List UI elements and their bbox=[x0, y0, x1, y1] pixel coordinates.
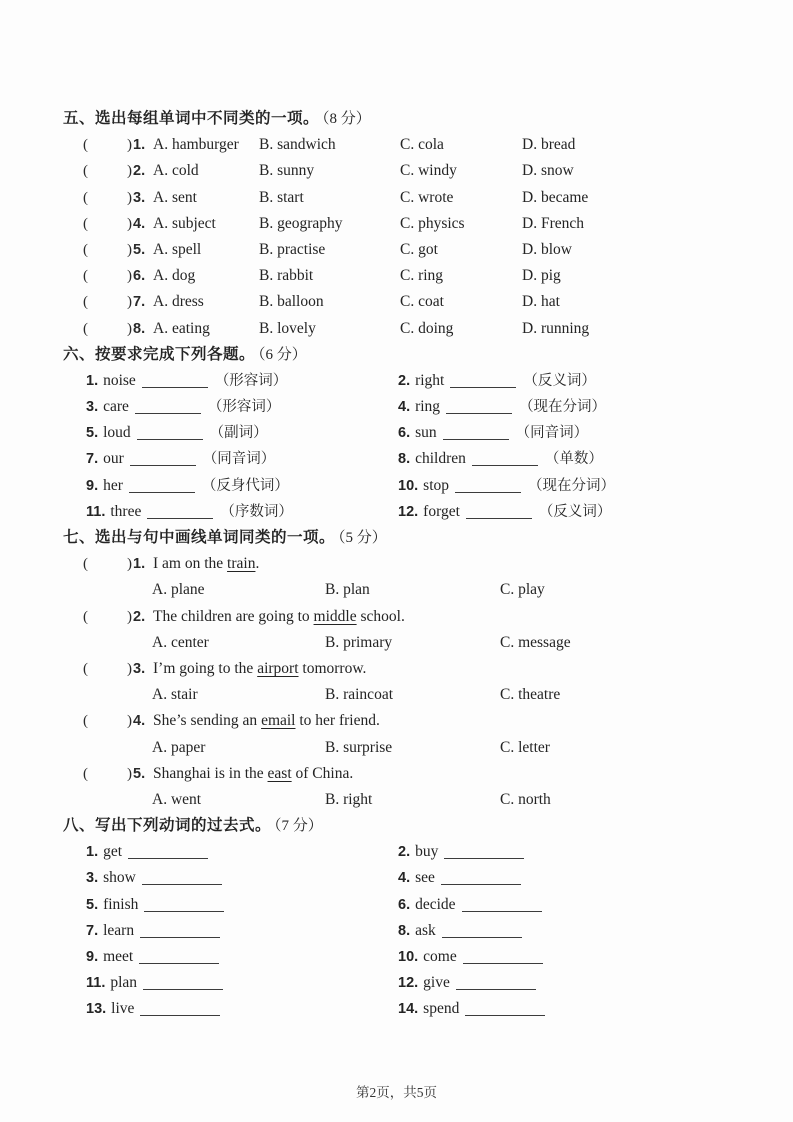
paren-open: ( bbox=[83, 189, 88, 206]
item-number: 5. bbox=[86, 896, 99, 913]
fill-row bbox=[63, 473, 775, 499]
item-word: loud bbox=[103, 424, 131, 442]
question-number: 4. bbox=[133, 215, 146, 232]
item-number: 7. bbox=[86, 451, 99, 468]
option-c: C. ring bbox=[400, 267, 444, 285]
question-row bbox=[63, 656, 775, 682]
fill-blank bbox=[443, 439, 509, 440]
fill-item bbox=[86, 420, 268, 446]
item-word: children bbox=[415, 450, 466, 468]
question-number: 5. bbox=[133, 241, 146, 258]
fill-blank bbox=[144, 911, 224, 912]
fill-item bbox=[86, 499, 293, 525]
verb-row bbox=[63, 996, 775, 1022]
fill-blank bbox=[466, 518, 532, 519]
verb-row bbox=[63, 839, 775, 865]
fill-item bbox=[398, 473, 615, 499]
sentence bbox=[153, 708, 380, 734]
paren-open: ( bbox=[83, 608, 88, 625]
sentence-after: of China. bbox=[291, 764, 354, 782]
sentence bbox=[153, 604, 405, 630]
item-word: finish bbox=[103, 895, 139, 913]
fill-item bbox=[86, 473, 289, 499]
verb-row bbox=[63, 892, 775, 918]
item-number: 12. bbox=[398, 975, 419, 992]
paren-close-number bbox=[127, 237, 145, 263]
paren-close: ) bbox=[127, 608, 132, 625]
section-score: （8 分） bbox=[322, 111, 371, 127]
verb-item bbox=[86, 944, 226, 970]
fill-blank bbox=[446, 413, 512, 414]
section-score: （6 分） bbox=[258, 346, 307, 363]
option-c: C. windy bbox=[400, 162, 457, 180]
paren-close-number bbox=[127, 604, 145, 630]
option-a: A. center bbox=[152, 633, 209, 651]
item-number: 5. bbox=[86, 425, 99, 442]
item-word: get bbox=[103, 843, 123, 861]
sentence-after: . bbox=[255, 555, 260, 573]
sentence-before: Shanghai is in the bbox=[153, 764, 268, 782]
option-b: B. raincoat bbox=[325, 686, 394, 704]
paren-close: ) bbox=[127, 268, 132, 285]
fill-blank bbox=[140, 937, 220, 938]
fill-item bbox=[86, 368, 287, 394]
sentence bbox=[153, 551, 259, 577]
item-word: right bbox=[415, 371, 445, 389]
fill-row bbox=[63, 499, 775, 525]
item-number: 3. bbox=[86, 870, 99, 887]
item-number: 10. bbox=[398, 949, 419, 965]
underlined-word: airport bbox=[257, 659, 299, 677]
fill-blank bbox=[143, 989, 223, 990]
word-group-row bbox=[63, 158, 775, 184]
question-number: 1. bbox=[133, 556, 146, 573]
section-six-header bbox=[63, 342, 775, 368]
option-b: B. right bbox=[325, 790, 373, 808]
item-word: live bbox=[111, 1000, 135, 1018]
item-number: 1. bbox=[86, 372, 99, 389]
option-b: B. geography bbox=[259, 214, 343, 232]
paren-close-number bbox=[127, 158, 145, 184]
option-a: A. plane bbox=[152, 581, 205, 599]
item-hint: （同音词） bbox=[515, 425, 589, 442]
question-number: 3. bbox=[133, 660, 146, 677]
paren-close: ) bbox=[127, 765, 132, 782]
section-title: 六、按要求完成下列各题。 bbox=[63, 345, 256, 363]
verb-item bbox=[86, 892, 231, 918]
option-c: C. wrote bbox=[400, 188, 454, 206]
option-b: B. sandwich bbox=[259, 136, 336, 154]
verb-row bbox=[63, 865, 775, 891]
option-d: D. running bbox=[522, 319, 590, 337]
section-seven-header bbox=[63, 525, 775, 551]
paren-close: ) bbox=[127, 294, 132, 311]
options-row bbox=[63, 735, 775, 761]
question-number: 7. bbox=[133, 294, 146, 311]
paren-close-number bbox=[127, 185, 145, 211]
page-number: 第2页，共5页 bbox=[356, 1085, 437, 1100]
item-word: sun bbox=[415, 424, 437, 442]
item-word: forget bbox=[423, 502, 460, 520]
option-a: A. went bbox=[152, 790, 202, 808]
question-row bbox=[63, 761, 775, 787]
fill-blank bbox=[444, 858, 524, 859]
question-number: 2. bbox=[133, 163, 146, 180]
question-number: 2. bbox=[133, 608, 146, 625]
option-b: B. sunny bbox=[259, 162, 315, 180]
section-five-header bbox=[63, 106, 775, 132]
paren-close: ) bbox=[127, 241, 132, 258]
question-row bbox=[63, 604, 775, 630]
fill-blank bbox=[456, 989, 536, 990]
fill-blank bbox=[442, 937, 522, 938]
fill-blank bbox=[142, 387, 208, 388]
item-number: 6. bbox=[398, 425, 411, 442]
option-a: A. sent bbox=[153, 188, 197, 206]
item-number: 9. bbox=[86, 949, 99, 965]
fill-item bbox=[398, 394, 606, 420]
section-eight-header bbox=[63, 813, 775, 839]
item-number: 8. bbox=[398, 922, 411, 939]
paren-close-number bbox=[127, 263, 145, 289]
paren-open: ( bbox=[83, 294, 88, 311]
paren-close-number bbox=[127, 211, 145, 237]
verb-item bbox=[86, 918, 227, 944]
paren-open: ( bbox=[83, 660, 88, 677]
word-group-row bbox=[63, 316, 775, 342]
item-word: ask bbox=[415, 921, 436, 939]
underlined-word: east bbox=[267, 764, 292, 782]
option-d: D. snow bbox=[522, 162, 574, 180]
option-a: A. paper bbox=[152, 738, 206, 756]
sentence-before: I’m going to the bbox=[153, 659, 258, 677]
paren-close-number bbox=[127, 761, 145, 787]
item-hint: （形容词） bbox=[207, 399, 281, 416]
fill-blank bbox=[472, 465, 538, 466]
fill-item bbox=[86, 446, 275, 472]
fill-blank bbox=[465, 1015, 545, 1016]
section-title: 五、选出每组单词中不同类的一项。 bbox=[63, 110, 320, 127]
item-hint: （反义词） bbox=[538, 503, 612, 520]
verb-item bbox=[86, 996, 227, 1022]
sentence-before: The children are going to bbox=[153, 607, 314, 625]
paren-open: ( bbox=[83, 556, 88, 573]
verb-item bbox=[398, 944, 550, 970]
question-row bbox=[63, 708, 775, 734]
item-number: 11. bbox=[86, 503, 106, 520]
item-number: 6. bbox=[398, 896, 411, 913]
paren-close: ) bbox=[127, 556, 132, 573]
item-hint: （反义词） bbox=[523, 372, 596, 389]
sentence-before: I am on the bbox=[153, 555, 228, 573]
item-hint: （形容词） bbox=[214, 372, 288, 389]
fill-blank bbox=[140, 1015, 220, 1016]
item-number: 1. bbox=[86, 844, 99, 861]
item-number: 8. bbox=[398, 451, 411, 468]
item-hint: （单数） bbox=[544, 451, 603, 468]
item-number: 14. bbox=[398, 1001, 419, 1018]
fill-blank bbox=[455, 492, 521, 493]
verb-item bbox=[86, 865, 229, 891]
fill-blank bbox=[135, 413, 201, 414]
item-number: 13. bbox=[86, 1001, 107, 1018]
fill-item bbox=[398, 446, 603, 472]
question-number: 6. bbox=[133, 268, 146, 285]
option-b: B. rabbit bbox=[259, 267, 314, 285]
paren-open: ( bbox=[83, 137, 88, 154]
word-group-row bbox=[63, 132, 775, 158]
verb-item bbox=[398, 970, 543, 996]
item-number: 2. bbox=[398, 844, 411, 861]
item-number: 2. bbox=[398, 372, 411, 389]
option-c: C. got bbox=[400, 240, 438, 258]
verb-item bbox=[398, 865, 528, 891]
option-a: A. stair bbox=[152, 686, 198, 704]
item-word: noise bbox=[103, 371, 136, 389]
item-word: her bbox=[103, 476, 123, 494]
paren-close-number bbox=[127, 316, 145, 342]
verb-row bbox=[63, 944, 775, 970]
word-group-row bbox=[63, 237, 775, 263]
paren-close: ) bbox=[127, 320, 132, 337]
item-word: plan bbox=[110, 974, 138, 992]
option-c: C. doing bbox=[400, 319, 454, 337]
option-c: C. cola bbox=[400, 136, 444, 154]
option-c: C. physics bbox=[400, 214, 465, 232]
item-word: learn bbox=[103, 921, 135, 939]
word-group-row bbox=[63, 211, 775, 237]
option-d: D. blow bbox=[522, 240, 572, 258]
question-number: 8. bbox=[133, 320, 146, 337]
item-hint: （序数词） bbox=[220, 503, 293, 520]
option-a: A. spell bbox=[153, 240, 202, 258]
paren-open: ( bbox=[83, 163, 88, 180]
sentence-after: tomorrow. bbox=[298, 659, 367, 677]
fill-blank bbox=[137, 439, 203, 440]
options-row bbox=[63, 787, 775, 813]
item-number: 10. bbox=[398, 477, 419, 494]
option-c: C. play bbox=[500, 581, 545, 599]
sentence bbox=[153, 656, 366, 682]
paren-close-number bbox=[127, 551, 145, 577]
section-title: 八、写出下列动词的过去式。 bbox=[63, 817, 272, 835]
verb-item bbox=[86, 839, 215, 865]
paren-close: ) bbox=[127, 713, 132, 730]
item-word: care bbox=[103, 398, 129, 416]
fill-blank bbox=[462, 911, 542, 912]
item-word: see bbox=[415, 869, 435, 887]
option-b: B. surprise bbox=[325, 738, 393, 756]
paren-open: ( bbox=[83, 320, 88, 337]
question-number: 5. bbox=[133, 765, 146, 782]
fill-blank bbox=[147, 518, 213, 519]
underlined-word: train bbox=[227, 555, 256, 573]
fill-item bbox=[398, 499, 611, 525]
option-c: C. coat bbox=[400, 293, 444, 311]
option-c: C. message bbox=[500, 633, 571, 651]
item-number: 3. bbox=[86, 399, 99, 416]
paren-open: ( bbox=[83, 765, 88, 782]
verb-row bbox=[63, 918, 775, 944]
fill-blank bbox=[130, 465, 196, 466]
fill-row bbox=[63, 394, 775, 420]
item-word: give bbox=[423, 974, 450, 992]
option-a: A. cold bbox=[153, 162, 199, 180]
section-title: 七、选出与句中画线单词同类的一项。 bbox=[63, 529, 336, 546]
question-number: 4. bbox=[133, 713, 146, 730]
item-word: stop bbox=[423, 476, 450, 494]
item-number: 4. bbox=[398, 399, 411, 416]
underlined-word: email bbox=[261, 712, 296, 730]
fill-blank bbox=[139, 963, 219, 964]
fill-blank bbox=[463, 963, 543, 964]
item-word: show bbox=[103, 869, 136, 887]
paren-close: ) bbox=[127, 660, 132, 677]
underlined-word: middle bbox=[313, 607, 357, 625]
option-c: C. theatre bbox=[500, 686, 561, 704]
option-c: C. letter bbox=[500, 738, 550, 756]
option-a: A. hamburger bbox=[153, 136, 239, 154]
options-row bbox=[63, 682, 775, 708]
paren-close: ) bbox=[127, 215, 132, 232]
question-number: 3. bbox=[133, 189, 146, 206]
option-d: D. French bbox=[522, 214, 584, 232]
fill-row bbox=[63, 446, 775, 472]
item-word: buy bbox=[415, 843, 439, 861]
item-word: three bbox=[110, 502, 142, 520]
paren-close-number bbox=[127, 132, 145, 158]
option-d: D. pig bbox=[522, 267, 561, 285]
fill-blank bbox=[450, 387, 516, 388]
item-hint: （现在分词） bbox=[528, 477, 616, 494]
fill-row bbox=[63, 368, 775, 394]
sentence-before: She’s sending an bbox=[153, 712, 262, 730]
option-a: A. dress bbox=[153, 293, 204, 311]
question-number: 1. bbox=[133, 137, 146, 154]
paren-close: ) bbox=[127, 137, 132, 154]
section-score: （7 分） bbox=[274, 818, 323, 835]
item-word: ring bbox=[415, 398, 441, 416]
item-number: 12. bbox=[398, 503, 419, 520]
options-row bbox=[63, 630, 775, 656]
option-b: B. primary bbox=[325, 633, 393, 651]
paren-close-number bbox=[127, 289, 145, 315]
option-b: B. start bbox=[259, 188, 304, 206]
option-c: C. north bbox=[500, 790, 551, 808]
paren-close-number bbox=[127, 708, 145, 734]
item-word: come bbox=[423, 948, 457, 965]
verb-item bbox=[86, 970, 230, 996]
item-word: decide bbox=[415, 895, 456, 913]
verb-row bbox=[63, 970, 775, 996]
option-a: A. subject bbox=[153, 214, 216, 232]
fill-row bbox=[63, 420, 775, 446]
verb-item bbox=[398, 892, 549, 918]
item-hint: （同音词） bbox=[202, 451, 276, 468]
item-number: 9. bbox=[86, 477, 99, 494]
verb-item bbox=[398, 839, 531, 865]
word-group-row bbox=[63, 185, 775, 211]
option-b: B. plan bbox=[325, 581, 370, 599]
fill-item bbox=[398, 368, 596, 394]
sentence-after: to her friend. bbox=[295, 712, 380, 730]
paren-close: ) bbox=[127, 189, 132, 206]
paren-close-number bbox=[127, 656, 145, 682]
option-b: B. practise bbox=[259, 240, 326, 258]
option-d: D. became bbox=[522, 188, 589, 206]
item-number: 7. bbox=[86, 922, 99, 939]
word-group-row bbox=[63, 263, 775, 289]
item-word: meet bbox=[103, 948, 134, 965]
fill-blank bbox=[142, 884, 222, 885]
item-hint: （现在分词） bbox=[519, 399, 607, 416]
verb-item bbox=[398, 996, 552, 1022]
fill-blank bbox=[128, 858, 208, 859]
fill-item bbox=[398, 420, 588, 446]
section-score: （5 分） bbox=[338, 530, 387, 546]
paren-open: ( bbox=[83, 215, 88, 232]
fill-item bbox=[86, 394, 280, 420]
fill-blank bbox=[129, 492, 195, 493]
options-row bbox=[63, 577, 775, 603]
option-d: D. hat bbox=[522, 293, 560, 311]
option-a: A. eating bbox=[153, 319, 210, 337]
item-word: our bbox=[103, 450, 124, 468]
word-group-row bbox=[63, 289, 775, 315]
option-b: B. lovely bbox=[259, 319, 316, 337]
verb-item bbox=[398, 918, 529, 944]
option-b: B. balloon bbox=[259, 293, 324, 311]
exam-content bbox=[63, 106, 775, 1023]
fill-blank bbox=[441, 884, 521, 885]
question-row bbox=[63, 551, 775, 577]
sentence-after: school. bbox=[356, 607, 405, 625]
sentence bbox=[153, 761, 353, 787]
item-word: spend bbox=[423, 1000, 460, 1018]
paren-open: ( bbox=[83, 241, 88, 258]
item-hint: （副词） bbox=[209, 425, 268, 442]
option-d: D. bread bbox=[522, 136, 576, 154]
item-number: 4. bbox=[398, 870, 411, 887]
item-number: 11. bbox=[86, 975, 106, 992]
item-hint: （反身代词） bbox=[201, 477, 289, 494]
option-a: A. dog bbox=[153, 267, 196, 285]
paren-open: ( bbox=[83, 268, 88, 285]
paren-open: ( bbox=[83, 713, 88, 730]
paren-close: ) bbox=[127, 163, 132, 180]
